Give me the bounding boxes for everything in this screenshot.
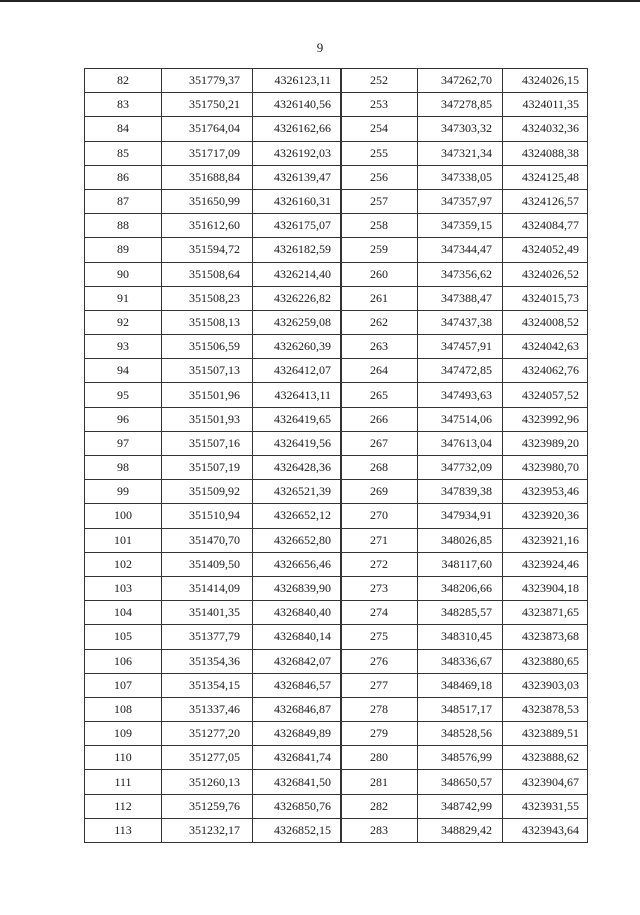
y-coordinate-cell: 4326214,40 [253,262,342,286]
point-number-cell: 276 [341,649,418,673]
point-number-cell: 262 [341,310,418,334]
point-number-cell: 107 [85,673,162,697]
y-coordinate-cell: 4326428,36 [253,456,342,480]
y-coordinate-cell: 4323924,46 [503,552,588,576]
y-coordinate-cell: 4323943,64 [503,818,588,842]
x-coordinate-cell: 347514,06 [418,407,503,431]
y-coordinate-cell: 4323889,51 [503,722,588,746]
table-row [341,625,588,649]
x-coordinate-cell: 348528,56 [418,722,503,746]
y-coordinate-cell: 4324042,63 [503,335,588,359]
y-coordinate-cell: 4323931,55 [503,794,588,818]
y-coordinate-cell: 4324126,57 [503,189,588,213]
y-coordinate-cell: 4326139,47 [253,165,342,189]
x-coordinate-cell: 347437,38 [418,310,503,334]
x-coordinate-cell: 351277,05 [162,746,253,770]
point-number-cell: 90 [85,262,162,286]
x-coordinate-cell: 347344,47 [418,238,503,262]
table-body-right [341,69,588,843]
table-row [341,141,588,165]
table-row [85,480,342,504]
table-row [85,528,342,552]
point-number-cell: 255 [341,141,418,165]
table-row [341,528,588,552]
y-coordinate-cell: 4326182,59 [253,238,342,262]
table-row [341,480,588,504]
x-coordinate-cell: 348336,67 [418,649,503,673]
point-number-cell: 89 [85,238,162,262]
x-coordinate-cell: 347321,34 [418,141,503,165]
y-coordinate-cell: 4324057,52 [503,383,588,407]
x-coordinate-cell: 351409,50 [162,552,253,576]
y-coordinate-cell: 4323904,18 [503,576,588,600]
y-coordinate-cell: 4326140,56 [253,93,342,117]
point-number-cell: 263 [341,335,418,359]
table-row [341,165,588,189]
table-row [341,262,588,286]
point-number-cell: 261 [341,286,418,310]
y-coordinate-cell: 4326413,11 [253,383,342,407]
y-coordinate-cell: 4326841,74 [253,746,342,770]
table-row [341,697,588,721]
point-number-cell: 269 [341,480,418,504]
point-number-cell: 86 [85,165,162,189]
x-coordinate-cell: 351259,76 [162,794,253,818]
point-number-cell: 109 [85,722,162,746]
y-coordinate-cell: 4326839,90 [253,576,342,600]
point-number-cell: 101 [85,528,162,552]
x-coordinate-cell: 347338,05 [418,165,503,189]
table-row [341,93,588,117]
x-coordinate-cell: 351507,13 [162,359,253,383]
point-number-cell: 264 [341,359,418,383]
table-row [85,383,342,407]
x-coordinate-cell: 348117,60 [418,552,503,576]
point-number-cell: 84 [85,117,162,141]
x-coordinate-cell: 348576,99 [418,746,503,770]
table-row [341,649,588,673]
y-coordinate-cell: 4326521,39 [253,480,342,504]
point-number-cell: 104 [85,601,162,625]
y-coordinate-cell: 4326842,07 [253,649,342,673]
y-coordinate-cell: 4323921,16 [503,528,588,552]
table-row [85,407,342,431]
x-coordinate-cell: 351337,46 [162,697,253,721]
y-coordinate-cell: 4324062,76 [503,359,588,383]
point-number-cell: 254 [341,117,418,141]
point-number-cell: 92 [85,310,162,334]
table-row [341,504,588,528]
table-row [85,165,342,189]
point-number-cell: 103 [85,576,162,600]
y-coordinate-cell: 4326259,08 [253,310,342,334]
x-coordinate-cell: 348829,42 [418,818,503,842]
table-row [85,818,342,842]
table-row [85,697,342,721]
y-coordinate-cell: 4324052,49 [503,238,588,262]
y-coordinate-cell: 4326123,11 [253,69,342,93]
point-number-cell: 283 [341,818,418,842]
table-row [85,625,342,649]
x-coordinate-cell: 351277,20 [162,722,253,746]
table-row [341,746,588,770]
x-coordinate-cell: 351612,60 [162,214,253,238]
point-number-cell: 97 [85,431,162,455]
point-number-cell: 112 [85,794,162,818]
x-coordinate-cell: 347278,85 [418,93,503,117]
point-number-cell: 274 [341,601,418,625]
point-number-cell: 279 [341,722,418,746]
x-coordinate-cell: 347732,09 [418,456,503,480]
point-number-cell: 278 [341,697,418,721]
x-coordinate-cell: 351764,04 [162,117,253,141]
table-row [85,649,342,673]
x-coordinate-cell: 348650,57 [418,770,503,794]
table-row [85,770,342,794]
table-row [341,794,588,818]
y-coordinate-cell: 4323878,53 [503,697,588,721]
x-coordinate-cell: 347839,38 [418,480,503,504]
x-coordinate-cell: 347359,15 [418,214,503,238]
x-coordinate-cell: 351354,15 [162,673,253,697]
table-row [341,818,588,842]
point-number-cell: 95 [85,383,162,407]
table-row [85,794,342,818]
y-coordinate-cell: 4326226,82 [253,286,342,310]
x-coordinate-cell: 348310,45 [418,625,503,649]
x-coordinate-cell: 351717,09 [162,141,253,165]
x-coordinate-cell: 348285,57 [418,601,503,625]
x-coordinate-cell: 347613,04 [418,431,503,455]
table-row [341,359,588,383]
table-row [341,407,588,431]
point-number-cell: 272 [341,552,418,576]
point-number-cell: 266 [341,407,418,431]
x-coordinate-cell: 351501,93 [162,407,253,431]
x-coordinate-cell: 351506,59 [162,335,253,359]
y-coordinate-cell: 4326175,07 [253,214,342,238]
y-coordinate-cell: 4324032,36 [503,117,588,141]
x-coordinate-cell: 351507,16 [162,431,253,455]
x-coordinate-cell: 351260,13 [162,770,253,794]
point-number-cell: 102 [85,552,162,576]
table-row [85,552,342,576]
y-coordinate-cell: 4326412,07 [253,359,342,383]
table-row [85,359,342,383]
point-number-cell: 253 [341,93,418,117]
x-coordinate-cell: 351594,72 [162,238,253,262]
x-coordinate-cell: 351470,70 [162,528,253,552]
x-coordinate-cell: 351501,96 [162,383,253,407]
y-coordinate-cell: 4323904,67 [503,770,588,794]
table-row [85,310,342,334]
y-coordinate-cell: 4326162,66 [253,117,342,141]
table-row [341,238,588,262]
y-coordinate-cell: 4326852,15 [253,818,342,842]
x-coordinate-cell: 351414,09 [162,576,253,600]
x-coordinate-cell: 348742,99 [418,794,503,818]
y-coordinate-cell: 4326419,56 [253,431,342,455]
table-row [341,673,588,697]
x-coordinate-cell: 351401,35 [162,601,253,625]
x-coordinate-cell: 347457,91 [418,335,503,359]
table-row [341,601,588,625]
point-number-cell: 282 [341,794,418,818]
y-coordinate-cell: 4323873,68 [503,625,588,649]
table-row [85,576,342,600]
table-row [85,69,342,93]
y-coordinate-cell: 4323992,96 [503,407,588,431]
table-row [341,214,588,238]
y-coordinate-cell: 4323980,70 [503,456,588,480]
coordinates-table-left [84,68,342,843]
y-coordinate-cell: 4323871,65 [503,601,588,625]
point-number-cell: 98 [85,456,162,480]
point-number-cell: 270 [341,504,418,528]
y-coordinate-cell: 4326846,57 [253,673,342,697]
table-row [85,335,342,359]
table-row [85,93,342,117]
scan-top-edge [0,0,640,2]
y-coordinate-cell: 4323880,65 [503,649,588,673]
y-coordinate-cell: 4326850,76 [253,794,342,818]
table-row [85,117,342,141]
point-number-cell: 258 [341,214,418,238]
x-coordinate-cell: 348206,66 [418,576,503,600]
point-number-cell: 280 [341,746,418,770]
y-coordinate-cell: 4323920,36 [503,504,588,528]
x-coordinate-cell: 347262,70 [418,69,503,93]
table-row [85,722,342,746]
x-coordinate-cell: 348469,18 [418,673,503,697]
y-coordinate-cell: 4326160,31 [253,189,342,213]
y-coordinate-cell: 4324084,77 [503,214,588,238]
table-row [341,383,588,407]
y-coordinate-cell: 4324088,38 [503,141,588,165]
y-coordinate-cell: 4326840,14 [253,625,342,649]
y-coordinate-cell: 4326652,12 [253,504,342,528]
point-number-cell: 100 [85,504,162,528]
table-row [341,310,588,334]
x-coordinate-cell: 351507,19 [162,456,253,480]
table-row [341,189,588,213]
x-coordinate-cell: 351354,36 [162,649,253,673]
x-coordinate-cell: 347303,32 [418,117,503,141]
point-number-cell: 82 [85,69,162,93]
point-number-cell: 271 [341,528,418,552]
x-coordinate-cell: 351750,21 [162,93,253,117]
table-row [341,722,588,746]
point-number-cell: 99 [85,480,162,504]
x-coordinate-cell: 351779,37 [162,69,253,93]
point-number-cell: 113 [85,818,162,842]
point-number-cell: 83 [85,93,162,117]
x-coordinate-cell: 348026,85 [418,528,503,552]
point-number-cell: 88 [85,214,162,238]
table-row [85,673,342,697]
x-coordinate-cell: 351650,99 [162,189,253,213]
table-row [341,286,588,310]
x-coordinate-cell: 347357,97 [418,189,503,213]
table-row [85,238,342,262]
x-coordinate-cell: 351508,13 [162,310,253,334]
y-coordinate-cell: 4324008,52 [503,310,588,334]
y-coordinate-cell: 4326260,39 [253,335,342,359]
y-coordinate-cell: 4323989,20 [503,431,588,455]
y-coordinate-cell: 4324026,52 [503,262,588,286]
x-coordinate-cell: 351232,17 [162,818,253,842]
y-coordinate-cell: 4324125,48 [503,165,588,189]
y-coordinate-cell: 4323953,46 [503,480,588,504]
y-coordinate-cell: 4326849,89 [253,722,342,746]
y-coordinate-cell: 4323903,03 [503,673,588,697]
table-row [341,117,588,141]
table-row [85,504,342,528]
x-coordinate-cell: 351508,23 [162,286,253,310]
point-number-cell: 268 [341,456,418,480]
point-number-cell: 265 [341,383,418,407]
point-number-cell: 91 [85,286,162,310]
point-number-cell: 252 [341,69,418,93]
x-coordinate-cell: 347356,62 [418,262,503,286]
x-coordinate-cell: 351377,79 [162,625,253,649]
table-row [85,286,342,310]
point-number-cell: 85 [85,141,162,165]
table-body-left [85,69,342,843]
y-coordinate-cell: 4324015,73 [503,286,588,310]
x-coordinate-cell: 351510,94 [162,504,253,528]
point-number-cell: 260 [341,262,418,286]
point-number-cell: 96 [85,407,162,431]
point-number-cell: 256 [341,165,418,189]
x-coordinate-cell: 351509,92 [162,480,253,504]
table-row [341,335,588,359]
y-coordinate-cell: 4324011,35 [503,93,588,117]
x-coordinate-cell: 347388,47 [418,286,503,310]
point-number-cell: 111 [85,770,162,794]
point-number-cell: 275 [341,625,418,649]
x-coordinate-cell: 347493,63 [418,383,503,407]
table-row [341,431,588,455]
x-coordinate-cell: 351508,64 [162,262,253,286]
x-coordinate-cell: 351688,84 [162,165,253,189]
x-coordinate-cell: 347934,91 [418,504,503,528]
y-coordinate-cell: 4324026,15 [503,69,588,93]
y-coordinate-cell: 4326192,03 [253,141,342,165]
coordinates-table-right [340,68,588,843]
table-row [85,189,342,213]
table-row [85,431,342,455]
x-coordinate-cell: 348517,17 [418,697,503,721]
table-row [85,214,342,238]
point-number-cell: 108 [85,697,162,721]
point-number-cell: 257 [341,189,418,213]
table-row [341,576,588,600]
table-row [341,552,588,576]
point-number-cell: 105 [85,625,162,649]
table-row [85,601,342,625]
point-number-cell: 87 [85,189,162,213]
point-number-cell: 267 [341,431,418,455]
point-number-cell: 110 [85,746,162,770]
table-row [85,141,342,165]
y-coordinate-cell: 4326841,50 [253,770,342,794]
point-number-cell: 281 [341,770,418,794]
point-number-cell: 277 [341,673,418,697]
y-coordinate-cell: 4326419,65 [253,407,342,431]
point-number-cell: 259 [341,238,418,262]
table-row [85,262,342,286]
point-number-cell: 273 [341,576,418,600]
y-coordinate-cell: 4326656,46 [253,552,342,576]
point-number-cell: 94 [85,359,162,383]
y-coordinate-cell: 4326846,87 [253,697,342,721]
table-row [85,746,342,770]
page-number: 9 [316,40,324,55]
table-row [85,456,342,480]
point-number-cell: 93 [85,335,162,359]
y-coordinate-cell: 4323888,62 [503,746,588,770]
x-coordinate-cell: 347472,85 [418,359,503,383]
table-row [341,456,588,480]
y-coordinate-cell: 4326840,40 [253,601,342,625]
table-row [341,770,588,794]
y-coordinate-cell: 4326652,80 [253,528,342,552]
point-number-cell: 106 [85,649,162,673]
table-row [341,69,588,93]
